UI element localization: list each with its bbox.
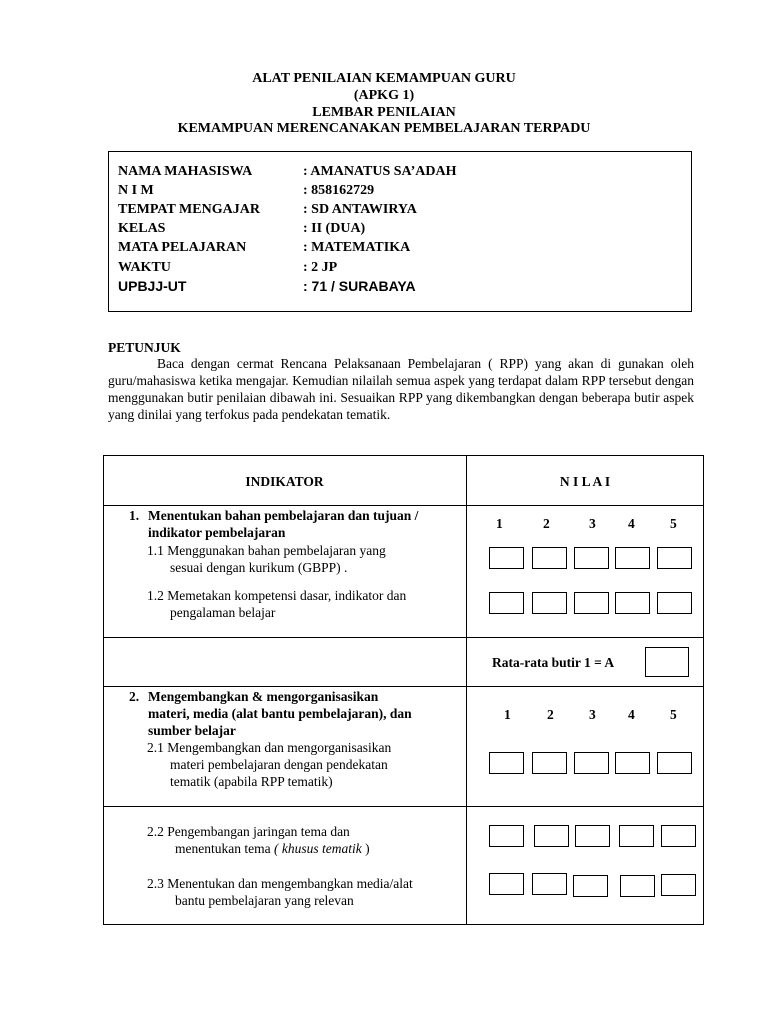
identity-value: : MATEMATIKA xyxy=(303,240,411,255)
score-box[interactable] xyxy=(532,592,567,614)
form-code: (APKG 1) xyxy=(353,88,415,103)
column-header-nilai: N I L A I xyxy=(559,474,611,489)
score-box[interactable] xyxy=(575,825,610,847)
score-box[interactable] xyxy=(574,547,609,569)
score-box[interactable] xyxy=(615,752,650,774)
score-box[interactable] xyxy=(620,875,655,897)
identity-label: TEMPAT MENGAJAR xyxy=(118,202,260,217)
average-score-box[interactable] xyxy=(645,647,689,677)
section-title: indikator pembelajaran xyxy=(148,525,286,540)
form-heading: KEMAMPUAN MERENCANAKAN PEMBELAJARAN TERPADU xyxy=(177,121,591,136)
table-rule xyxy=(103,505,704,506)
form-title: ALAT PENILAIAN KEMAMPUAN GURU xyxy=(252,71,516,86)
identity-label: MATA PELAJARAN xyxy=(118,240,247,255)
identity-label: KELAS xyxy=(118,221,166,236)
identity-value: : II (DUA) xyxy=(303,221,366,236)
scale-number: 4 xyxy=(628,516,635,531)
score-box[interactable] xyxy=(489,752,524,774)
table-rule xyxy=(103,806,704,807)
scale-number: 4 xyxy=(628,707,635,722)
indicator-item: 2.2 Pengembangan jaringan tema dan xyxy=(147,824,350,839)
identity-label: UPBJJ-UT xyxy=(118,278,187,294)
score-box[interactable] xyxy=(489,592,524,614)
identity-value: : 2 JP xyxy=(303,260,338,275)
score-box[interactable] xyxy=(489,873,524,895)
indicator-item: 1.2 Memetakan kompetensi dasar, indikator dan xyxy=(147,588,407,603)
score-box[interactable] xyxy=(661,825,696,847)
table-divider xyxy=(466,455,467,925)
indicator-item: 2.1 Mengembangkan dan mengorganisasikan xyxy=(147,740,392,755)
score-box[interactable] xyxy=(657,592,692,614)
score-box[interactable] xyxy=(574,752,609,774)
identity-value: : 71 / SURABAYA xyxy=(303,278,416,294)
instructions-heading: PETUNJUK xyxy=(108,340,181,355)
indicator-item: tematik (apabila RPP tematik) xyxy=(170,774,333,789)
form-subtitle: LEMBAR PENILAIAN xyxy=(312,105,456,120)
score-box[interactable] xyxy=(532,752,567,774)
indicator-item: materi pembelajaran dengan pendekatan xyxy=(170,757,388,772)
score-box[interactable] xyxy=(615,547,650,569)
indicator-note: ( khusus tematik xyxy=(273,841,362,856)
instructions-body: Baca dengan cermat Rencana Pelaksanaan Pembelajaran ( RPP) yang akan di gunakan oleh guru/mahasiswa ketika mengajar. Kemudian nilailah semua aspek yang terdapat dalam RPP tersebut dengan menggunakan butir penilaian dibawah ini. Sesuaikan RPP yang dikembangkan dengan beberapa butir aspek yang dinilai yang terfokus pada pendekatan tematik. xyxy=(108,356,694,422)
identity-value: : AMANATUS SA’ADAH xyxy=(303,164,457,179)
table-rule xyxy=(103,637,704,638)
scale-number: 2 xyxy=(543,516,550,531)
section-number: 2. xyxy=(129,689,140,704)
score-box[interactable] xyxy=(661,874,696,896)
indicator-item: 2.3 Menentukan dan mengembangkan media/alat xyxy=(147,876,413,891)
identity-label: NAMA MAHASISWA xyxy=(118,164,253,179)
indicator-item: bantu pembelajaran yang relevan xyxy=(175,893,354,908)
section-title: Menentukan bahan pembelajaran dan tujuan / xyxy=(148,508,419,523)
indicator-text: ) xyxy=(361,841,370,856)
score-box[interactable] xyxy=(534,825,569,847)
score-box[interactable] xyxy=(489,547,524,569)
scale-number: 1 xyxy=(504,707,511,722)
indicator-item: sesuai dengan kurikum (GBPP) . xyxy=(170,560,348,575)
indicator-item xyxy=(175,840,370,857)
score-box[interactable] xyxy=(532,873,567,895)
indicator-text: menentukan tema xyxy=(175,841,274,856)
identity-value: : SD ANTAWIRYA xyxy=(303,202,417,217)
scale-number: 3 xyxy=(589,707,596,722)
score-box[interactable] xyxy=(619,825,654,847)
average-label: Rata-rata butir 1 = A xyxy=(492,655,615,670)
column-header-indikator: INDIKATOR xyxy=(245,474,324,489)
scale-number: 2 xyxy=(547,707,554,722)
score-box[interactable] xyxy=(574,592,609,614)
indicator-item: 1.1 Menggunakan bahan pembelajaran yang xyxy=(147,543,386,558)
scale-number: 5 xyxy=(670,516,677,531)
score-box[interactable] xyxy=(657,547,692,569)
scale-number: 5 xyxy=(670,707,677,722)
table-rule xyxy=(103,686,704,687)
score-box[interactable] xyxy=(615,592,650,614)
scale-number: 1 xyxy=(496,516,503,531)
section-title: Mengembangkan & mengorganisasikan xyxy=(148,689,379,704)
identity-label: N I M xyxy=(118,183,154,198)
scale-number: 3 xyxy=(589,516,596,531)
identity-label: WAKTU xyxy=(118,260,171,275)
identity-box xyxy=(108,151,692,312)
score-box[interactable] xyxy=(532,547,567,569)
section-number: 1. xyxy=(129,508,140,523)
identity-value: : 858162729 xyxy=(303,183,375,198)
indicator-item: pengalaman belajar xyxy=(170,605,276,620)
score-box[interactable] xyxy=(657,752,692,774)
score-box[interactable] xyxy=(489,825,524,847)
section-title: sumber belajar xyxy=(148,723,236,738)
score-box[interactable] xyxy=(573,875,608,897)
section-title: materi, media (alat bantu pembelajaran), dan xyxy=(148,706,412,721)
